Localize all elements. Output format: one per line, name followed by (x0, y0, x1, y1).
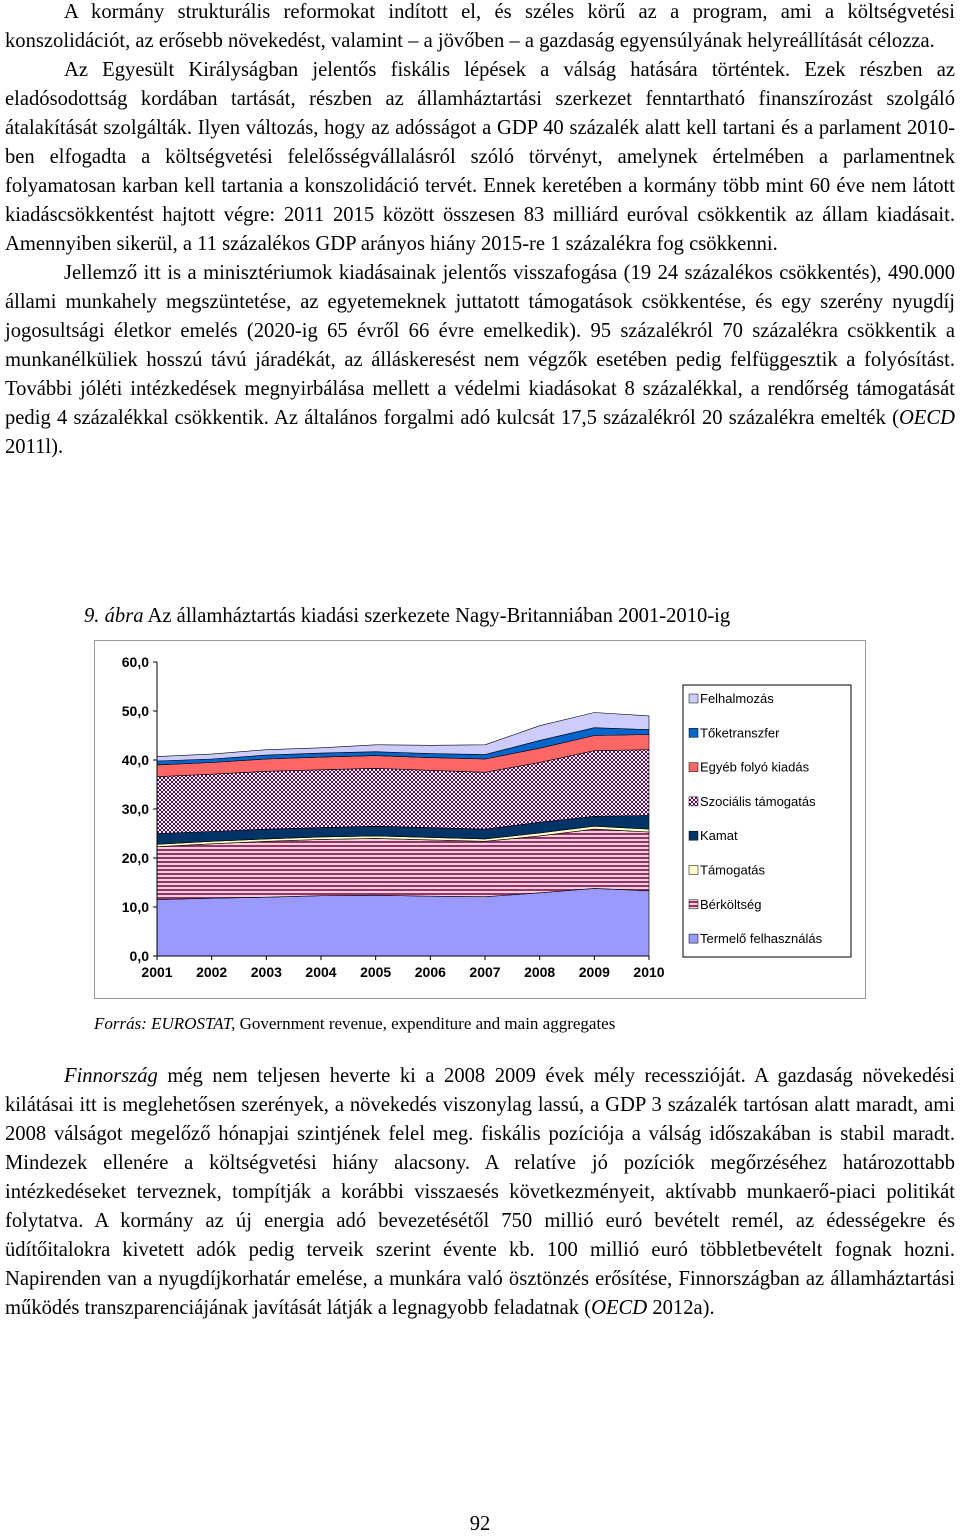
x-tick-label: 2001 (141, 964, 173, 980)
paragraph-3 (5, 259, 955, 462)
y-tick-label: 20,0 (121, 850, 149, 866)
x-tick-label: 2008 (524, 964, 556, 980)
chart-legend (683, 685, 851, 957)
legend-swatch-tamogatas (689, 866, 698, 875)
country-finland: Finnország (64, 1065, 158, 1087)
x-tick-label: 2009 (578, 964, 610, 980)
figure-caption (84, 602, 730, 631)
chart-container (94, 640, 866, 999)
legend-label-kamat: Kamat (700, 828, 738, 844)
legend-label-termelo-felhasznalas: Termelő felhasználás (700, 931, 823, 947)
legend-label-szocialis-tamogatas: Szociális támogatás (700, 793, 816, 809)
legend-label-felhalmozas: Felhalmozás (700, 691, 774, 706)
x-tick-label: 2002 (196, 964, 228, 980)
legend-swatch-egyeb-folyo-kiadas (689, 763, 698, 772)
legend-swatch-toketranszfer (689, 728, 698, 737)
legend-swatch-kamat (689, 831, 698, 840)
y-tick-label: 50,0 (121, 703, 149, 719)
y-tick-label: 60,0 (121, 654, 149, 670)
text-block-bottom (5, 1062, 955, 1323)
source-label: Forrás: EUROSTAT, (94, 1014, 236, 1033)
page-number: 92 (469, 1513, 491, 1535)
area-termelo-felhasznalas (157, 888, 649, 956)
citation-oecd-1: OECD (898, 407, 955, 429)
paragraph-3-end: 2011l). (5, 436, 64, 458)
x-tick-label: 2007 (469, 964, 501, 980)
legend-swatch-termelo-felhasznalas (689, 934, 698, 943)
x-tick-label: 2010 (633, 964, 665, 980)
y-tick-label: 30,0 (121, 801, 149, 817)
figure-title: Az államháztartás kiadási szerkezete Nagy-Britanniában 2001-2010-ig (143, 605, 731, 627)
text-block-top (5, 0, 955, 462)
legend-label-egyeb-folyo-kiadas: Egyéb folyó kiadás (700, 759, 810, 775)
x-tick-label: 2006 (414, 964, 446, 980)
y-tick-label: 40,0 (121, 752, 149, 768)
x-tick-label: 2005 (360, 964, 392, 980)
paragraph-4-text: még nem teljesen heverte ki a 2008 2009 évek mély recesszióját. A gazdaság növekedési kilátásai itt is meglehetősen szerények, a növekedés viszonylag lassú, a GDP 3 százalék tartósan alatt maradt, ami 2008 válságot megelőző hónapjai szintjének felel meg. fiskális pozíciója a válság időszakában is stabil maradt. Mindezek ellenére a költségvetési hiány alacsony. A relatíve jó pozíciók megőrzéséhez határozottabb intézkedéseket terveznek, tompítják a korábbi visszaesés következményeit, aktívabb munkaerő-piaci politikát folytatva. A kormány az új energia adó bevezetésétől 750 millió euró bevételt remél, az édességekre és üdítőitalokra kivetett adók pedig terveik szerint évente kb. 100 millió euró többletbevételt fognak hozni. Napirenden van a nyugdíjkorhatár emelése, a munkára való ösztönzés erősítése, Finnországban az államháztartási működés transzparenciájának javítását látják a legnagyobb feladatnak ( (5, 1065, 955, 1319)
legend-label-toketranszfer: Tőketranszfer (700, 725, 780, 741)
paragraph-4-end: 2012a). (647, 1297, 715, 1319)
legend-swatch-berkoltseg (689, 900, 698, 909)
y-tick-label: 0,0 (129, 948, 149, 964)
legend-swatch-felhalmozas (689, 694, 698, 703)
y-tick-label: 10,0 (121, 899, 149, 915)
x-tick-label: 2003 (250, 964, 282, 980)
paragraph-1: A kormány strukturális reformokat indított el, és széles körű az a program, ami a költségvetési konszolidációt, az erősebb növekedést, valamint – a jövőben – a gazdaság egyensúlyának helyreállítását célozza. (5, 1, 955, 52)
paragraph-2: Az Egyesült Királyságban jelentős fiskális lépések a válság hatására történtek. Ezek részben az eladósodottság kordában tartását, részben az államháztartási szerkezet fenntartható finanszírozást szolgáló átalakítását szolgálták. Ilyen változás, hogy az adósságot a GDP 40 százalék alatt kell tartani és a parlament 2010-ben elfogadta a költségvetési felelősségvállalásról szóló törvényt, amelynek értelmében a parlamentnek folyamatosan karban kell tartania a konszolidáció tervét. Ennek keretében a kormány több mint 60 éve nem látott kiadáscsökkentést hajtott végre: 2011 2015 között összesen 83 milliárd euróval csökkentik az állam kiadásait. Amennyiben sikerül, a 11 százalékos GDP arányos hiány 2015-re 1 százalékra fog csökkenni. (5, 59, 955, 255)
legend-label-tamogatas: Támogatás (700, 862, 766, 878)
x-tick-label: 2004 (305, 964, 337, 980)
paragraph-3-text: Jellemző itt is a minisztériumok kiadásainak jelentős visszafogása (19 24 százalékos csökkentés), 490.000 állami munkahely megszüntetése, az egyetemeknek juttatott támogatások csökkentése, és egy szerény nyugdíj jogosultsági életkor emelés (2020-ig 65 évről 66 évre emelkedik). 95 százalékról 70 százalékra csökkentik a munkanélküliek hosszú távú járadékát, az álláskeresést nem végzők esetében pedig felfüggesztik a folyósítást. További jóléti intézkedések megnyirbálása mellett a védelmi kiadásokat 8 százalékkal, a rendőrség támogatását pedig 4 százalékkal csökkentik. Az általános forgalmi adó kulcsát 17,5 százalékról 20 százalékra emelték ( (5, 262, 955, 429)
source-text: Government revenue, expenditure and main aggregates (235, 1014, 616, 1033)
legend-swatch-szocialis-tamogatas (689, 797, 698, 806)
figure-source (94, 1013, 615, 1035)
legend-label-berkoltseg: Bérköltség (700, 896, 762, 912)
figure-number: 9. ábra (84, 605, 144, 627)
stacked-area-chart (95, 641, 865, 998)
citation-oecd-2: OECD (591, 1297, 648, 1319)
paragraph-4 (5, 1062, 955, 1323)
chart-areas (157, 713, 649, 957)
